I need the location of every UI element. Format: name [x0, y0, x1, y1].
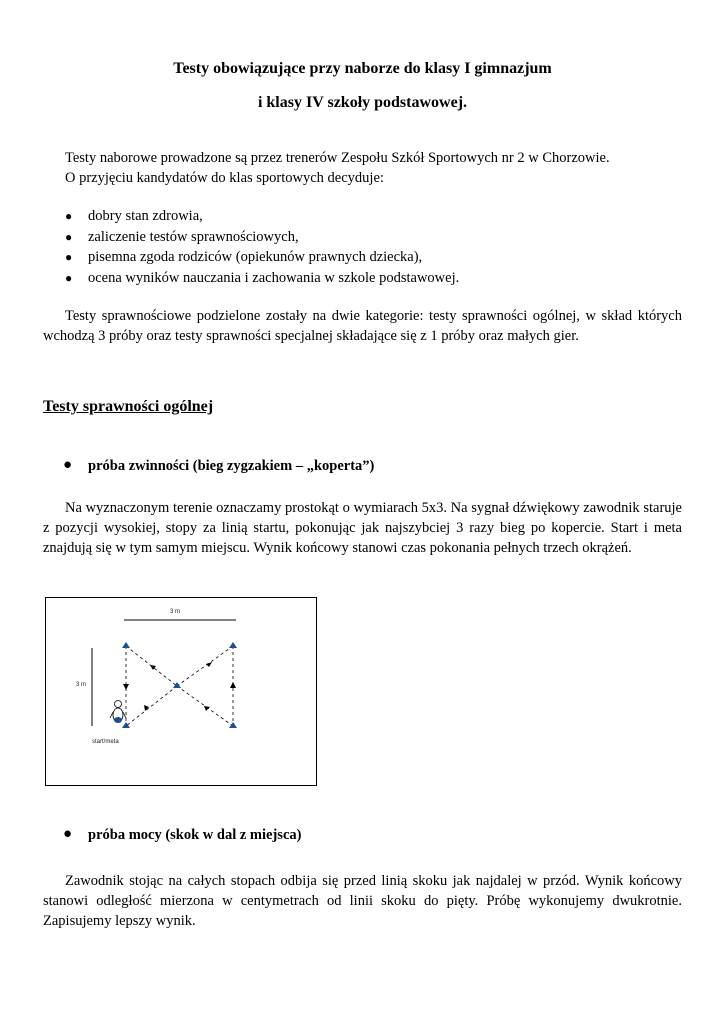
- bullet-icon: ●: [63, 457, 73, 473]
- bullet-icon: ●: [65, 270, 73, 285]
- section-heading: Testy sprawności ogólnej: [43, 398, 214, 415]
- bullet-icon: ●: [63, 826, 73, 842]
- envelope-run-diagram: [45, 597, 317, 786]
- bullet-icon: ●: [65, 250, 73, 264]
- runner-icon: [110, 701, 126, 724]
- cones: [122, 642, 237, 728]
- intro-line-1: Testy naborowe prowadzone są przez trenerów Zespołu Szkół Sportowych nr 2 w Chorzowie.: [65, 150, 610, 166]
- test-2-heading: ● próba mocy (skok w dal z miejsca): [63, 826, 302, 843]
- cone-icon: [122, 722, 130, 728]
- list-item: ● dobry stan zdrowia,: [43, 206, 683, 227]
- categories-paragraph: Testy sprawnościowe podzielone zostały na dwie kategorie: testy sprawności ogólnej, w skład których wchodzą 3 próby oraz testy sprawności specjalnej składające się z 1 próby oraz małych gier.: [43, 308, 682, 344]
- document-title-line-2: i klasy IV szkoły podstawowej.: [257, 94, 468, 111]
- width-label: 3 m: [170, 609, 181, 615]
- document-title-line-1: Testy obowiązujące przy naborze do klasy I gimnazjum: [173, 60, 552, 77]
- list-item: ● zaliczenie testów sprawnościowych,: [43, 227, 683, 248]
- bullet-icon: ●: [65, 229, 73, 244]
- criteria-list: [43, 206, 683, 288]
- intro-line-2: O przyjęciu kandydatów do klas sportowych decyduje:: [65, 170, 384, 186]
- list-item: ● pisemna zgoda rodziców (opiekunów prawnych dziecka),: [43, 247, 683, 268]
- cone-icon: [173, 682, 181, 688]
- list-item: ● ocena wyników nauczania i zachowania w szkole podstawowej.: [43, 268, 683, 289]
- test-1-description: Na wyznaczonym terenie oznaczamy prostokąt o wymiarach 5x3. Na sygnał dźwiękowy zawodnik staruje z pozycji wysokiej, stopy za linią startu, pokonując jak najszybciej 3 razy bieg po kopercie. Start i meta znajdują się w tym samym miejscu. Wynik końcowy stanowi czas pokonania pełnych trzech okrążeń.: [43, 500, 682, 556]
- test-1-heading: ● próba zwinności (bieg zygzakiem – „koperta”): [63, 457, 375, 474]
- bullet-icon: ●: [65, 209, 73, 223]
- cone-icon: [122, 642, 130, 648]
- cone-icon: [229, 642, 237, 648]
- cone-icon: [229, 722, 237, 728]
- height-label: 3 m: [76, 682, 87, 688]
- start-finish-label: start/meta: [92, 739, 119, 745]
- test-2-description: Zawodnik stojąc na całych stopach odbija się przed linią skoku jak najdalej w przód. Wynik końcowy stanowi odległość mierzona w centymetrach od linii skoku do pięty. Próbę wykonujemy dwukrotnie. Zapisujemy lepszy wynik.: [43, 873, 682, 929]
